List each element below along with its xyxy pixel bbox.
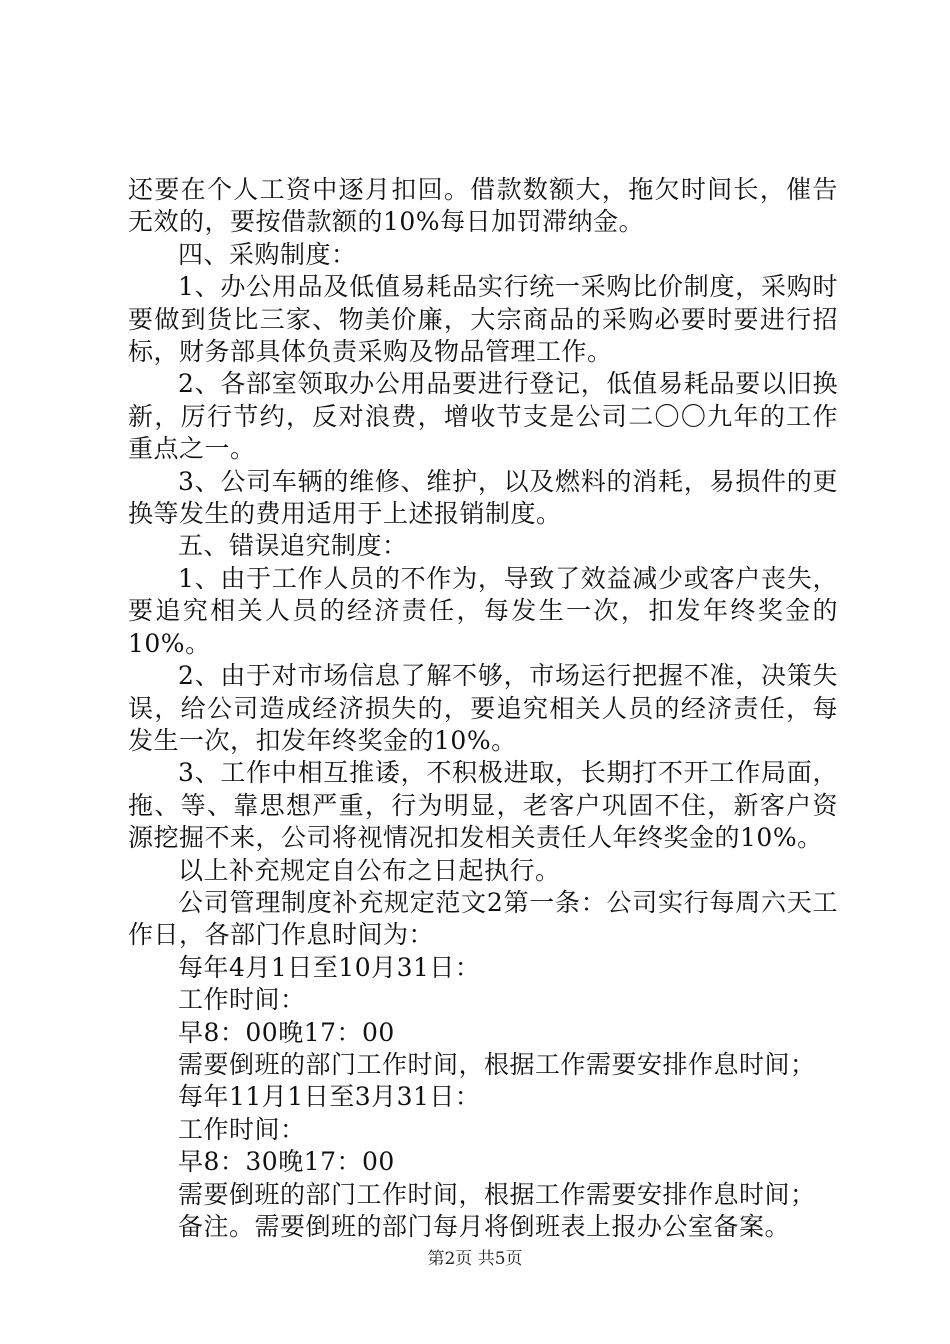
paragraph: 公司管理制度补充规定范文2第一条：公司实行每周六天工作日，各部门作息时间为： bbox=[128, 887, 838, 950]
schedule-line: 早8：30晚17：00 bbox=[178, 1147, 395, 1177]
schedule-line: 备注。需要倒班的部门每月将倒班表上报办公室备案。 bbox=[178, 1212, 791, 1241]
schedule-line: 工作时间： bbox=[178, 985, 306, 1015]
page-number-footer: 第2页 共5页 bbox=[427, 1249, 523, 1269]
paragraph: 2、各部室领取办公用品要进行登记，低值易耗品要以旧换新，厉行节约，反对浪费，增收节支是公司二〇〇九年的工作重点之一。 bbox=[128, 369, 838, 464]
paragraph: 2、由于对市场信息了解不够，市场运行把握不准，决策失误，给公司造成经济损失的，要追究相关人员的经济责任，每发生一次，扣发年终奖金的10%。 bbox=[128, 661, 838, 755]
schedule-line: 需要倒班的部门工作时间，根据工作需要安排作息时间； bbox=[178, 1179, 816, 1209]
paragraph: 3、工作中相互推诿，不积极进取，长期打不开工作局面，拖、等、靠思想严重，行为明显，老客户巩固不住，新客户资源挖掘不来，公司将视情况扣发相关责任人年终奖金的10%。 bbox=[128, 758, 838, 853]
schedule-line: 工作时间： bbox=[178, 1114, 306, 1144]
schedule-line: 每年11月1日至3月31日： bbox=[178, 1082, 481, 1112]
paragraph: 1、由于工作人员的不作为，导致了效益减少或客户丧失，要追究相关人员的经济责任，每发生一次，扣发年终奖金的10%。 bbox=[128, 563, 838, 658]
paragraph: 1、办公用品及低值易耗品实行统一采购比价制度，采购时要做到货比三家、物美价廉，大宗商品的采购必要时要进行招标，财务部具体负责采购及物品管理工作。 bbox=[128, 272, 838, 367]
schedule-line: 需要倒班的部门工作时间，根据工作需要安排作息时间； bbox=[178, 1049, 816, 1079]
schedule-line: 每年4月1日至10月31日： bbox=[178, 952, 481, 982]
section-heading-procurement: 四、采购制度： bbox=[178, 239, 357, 269]
paragraph-continuation: 还要在个人工资中逐月扣回。借款数额大，拖欠时间长，催告无效的，要按借款额的10%每日加罚滞纳金。 bbox=[128, 175, 838, 237]
paragraph: 以上补充规定自公布之日起执行。 bbox=[178, 855, 561, 885]
section-heading-accountability: 五、错误追究制度： bbox=[178, 531, 408, 561]
document-body bbox=[128, 174, 838, 1243]
schedule-line: 早8：00晚17：00 bbox=[178, 1017, 395, 1047]
paragraph: 3、公司车辆的维修、维护，以及燃料的消耗，易损件的更换等发生的费用适用于上述报销制度。 bbox=[128, 466, 838, 529]
